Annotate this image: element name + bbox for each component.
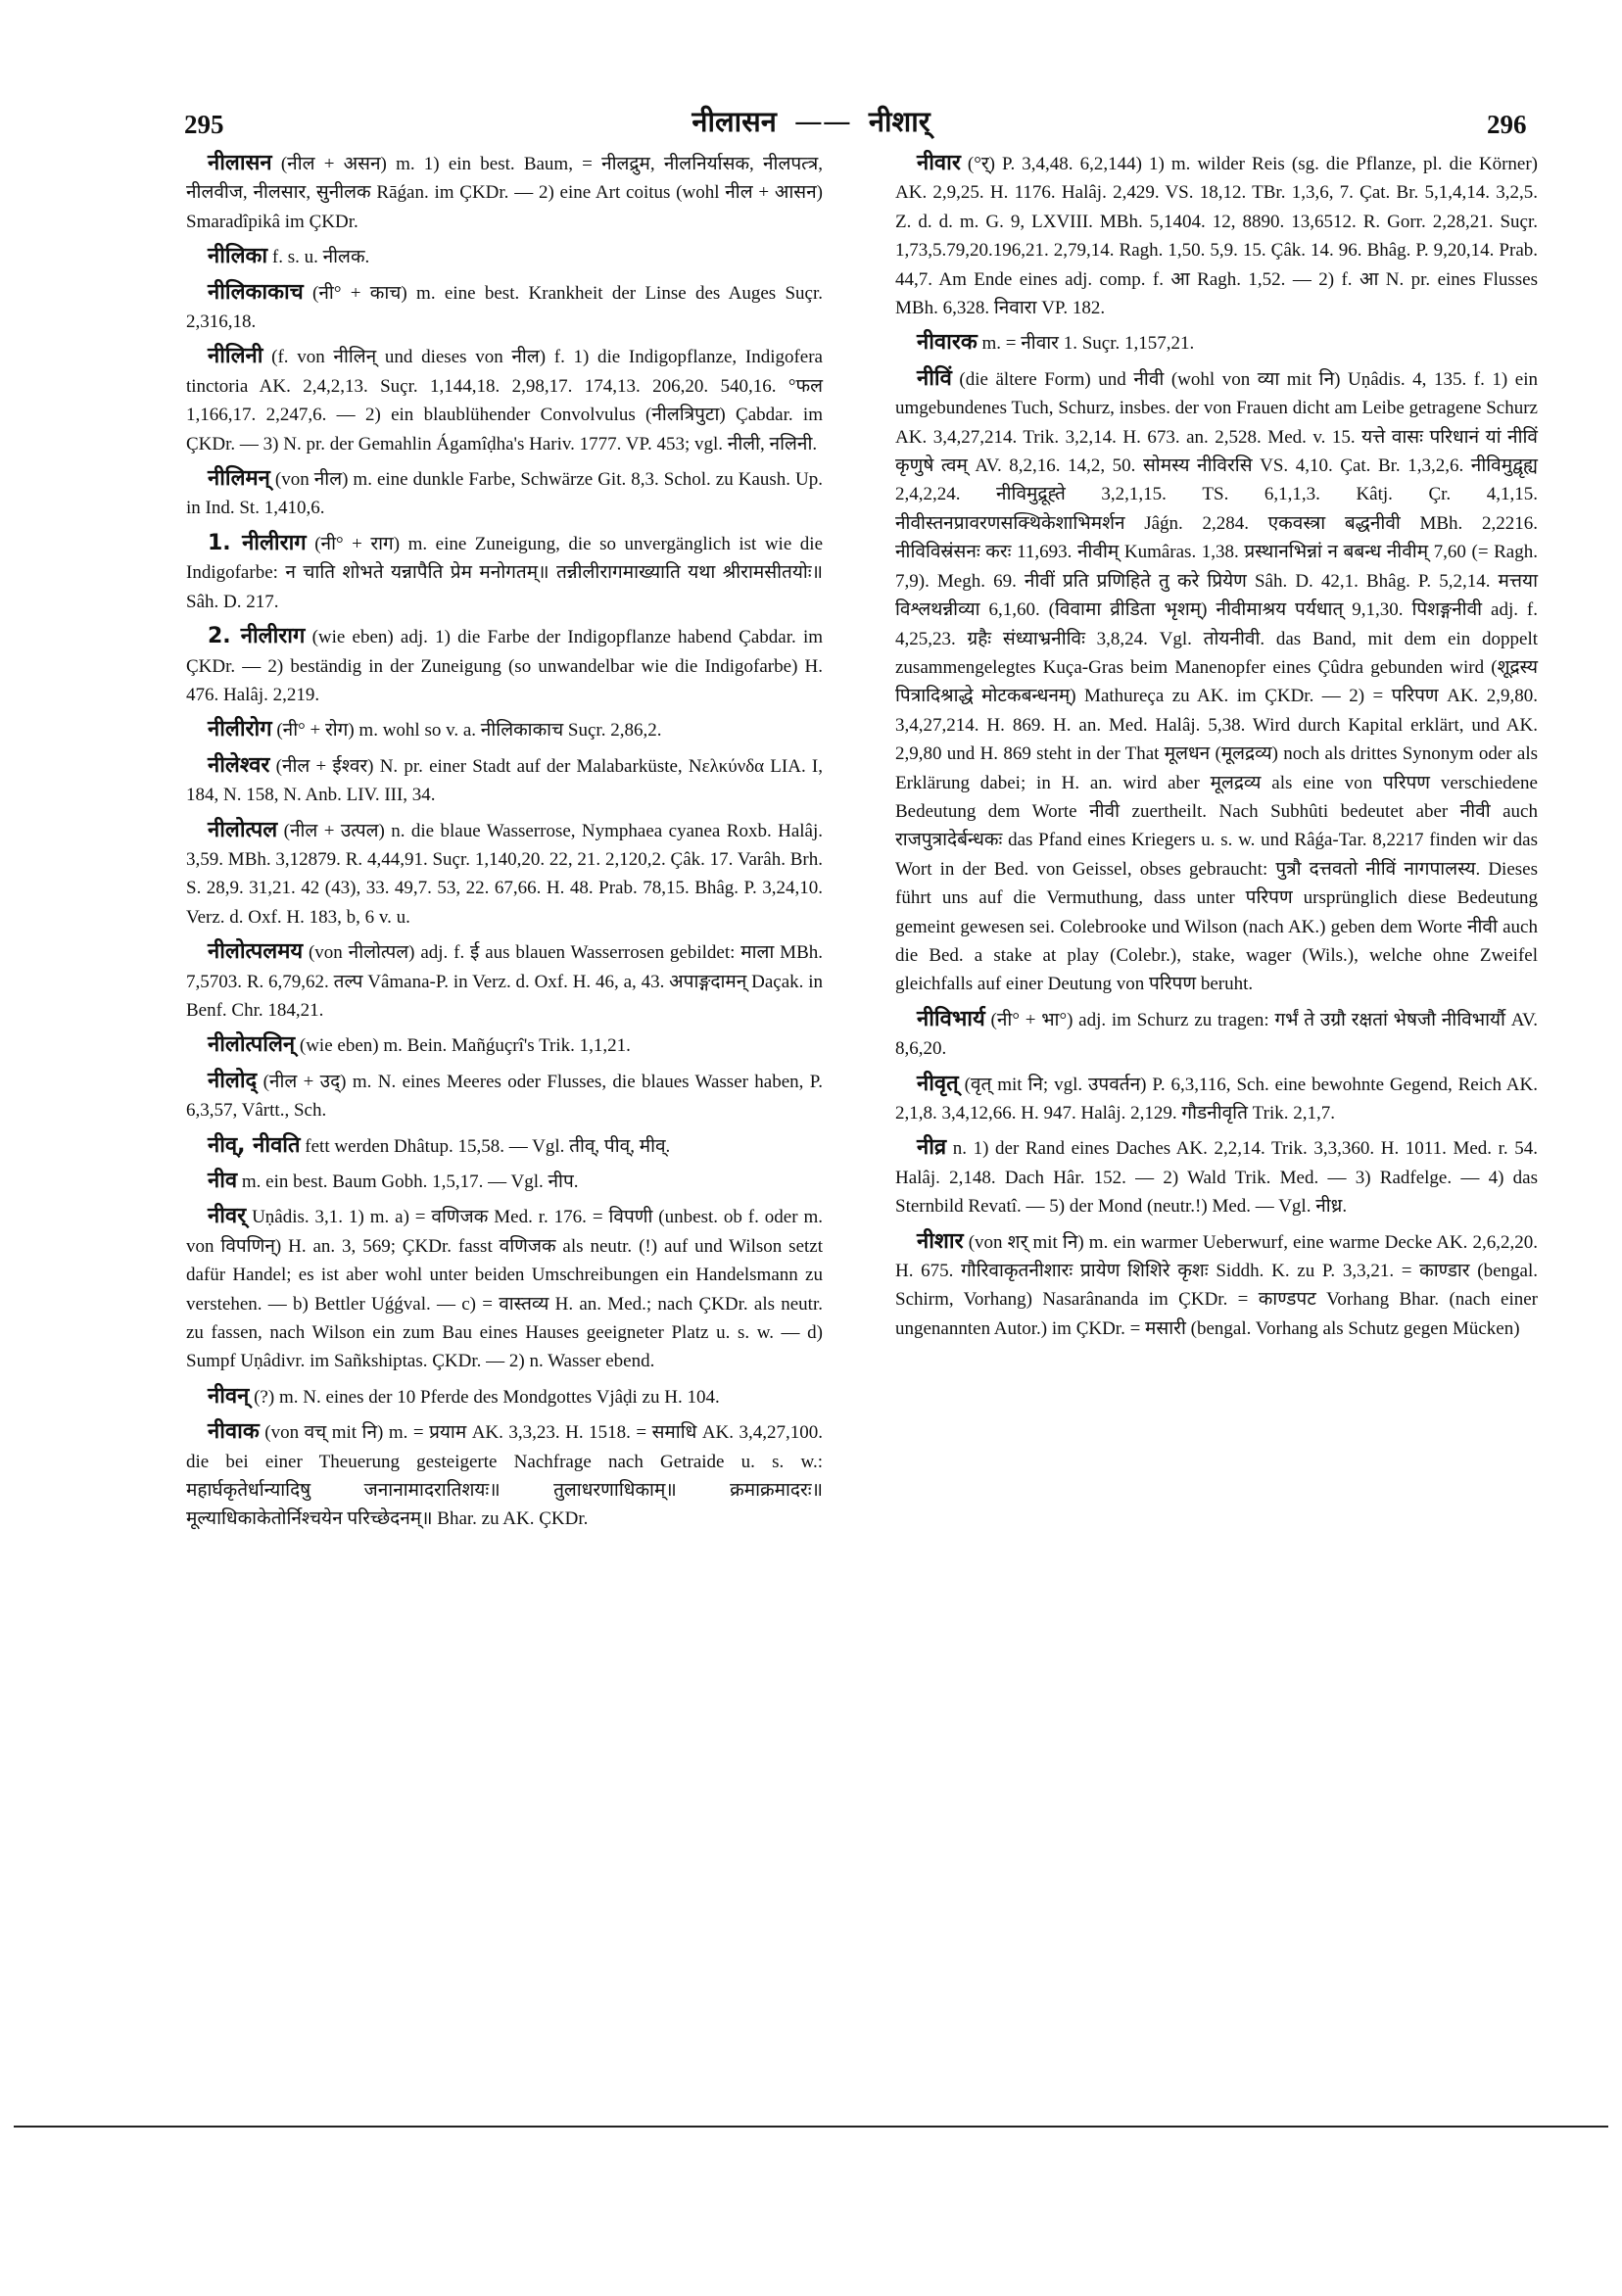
entry-headword: नीलोत्पलिन् [208,1032,296,1058]
dictionary-entry [186,1131,823,1161]
entry-headword: नीलोत्पलमय [208,939,304,965]
entry-text: (von नील) m. eine dunkle Farbe, Schwärze Git. 8,3. Schol. zu Kaush. Up. in Ind. St. 1,410,6. [186,469,823,519]
entry-headword: नीव [208,1169,238,1193]
dictionary-entry [895,328,1538,358]
running-head-last: नीशार् [868,105,930,138]
entry-headword: नीवन् [208,1383,250,1409]
entry-headword: नीवार [917,151,961,175]
entry-text: (नील + असन) m. 1) ein best. Baum, = नीलद्रुम, नीलनिर्यासक, नीलपत्त्र, नीलवीज, नीलसार, सुनीलक Rāǵan. im ÇKDr. — 2) eine Art coitus (wohl नील + आसन) Smaradîpikâ im ÇKDr. [186,154,824,232]
dictionary-entry [895,1133,1538,1220]
entry-text: n. 1) der Rand eines Daches AK. 2,2,14. Trik. 3,3,360. H. 1011. Med. r. 54. Halâj. 2,148. Dach Hâr. 152. — 2) Wald Trik. Med. — 3) Radfelge. — 4) das Sternbild Revatî. — 5) der Mond (neutr.!) Med. — Vgl. नीध्र. [895,1138,1538,1218]
entry-headword: नीवृत् [917,1071,959,1096]
dictionary-entry [895,1070,1538,1128]
entry-text: m. ein best. Baum Gobh. 1,5,17. — Vgl. नीप. [241,1172,579,1192]
dictionary-entry [186,622,823,709]
entry-headword: नीलासन [208,151,272,175]
right-page-number: 296 [1487,110,1527,139]
dictionary-entry [186,1030,823,1060]
entry-headword: 2. नीलीराग [208,624,306,649]
entry-text: (नी° + राग) m. eine Zuneigung, die so unvergänglich ist wie die Indigofarbe: न चाति शोभते यन्नापैति प्रेम मनोगतम्॥ तन्नीलीरागमाख्याति यथा श्रीरामसीतयोः॥ Sâh. D. 217. [186,533,823,612]
dictionary-entry [895,364,1538,999]
right-column [895,149,1538,1349]
dictionary-entry [186,242,823,271]
entry-headword: नीव्र [917,1135,947,1161]
entry-headword: नीविभार्य [917,1006,985,1031]
entry-text: (von नीलोत्पल) adj. f. ई aus blauen Wasserrosen gebildet: माला MBh. 7,5703. R. 6,79,62. तल्प Vâmana-P. in Verz. d. Oxf. H. 46, a, 43. अपाङ्गदामन् Daçak. in Benf. Chr. 184,21. [186,942,823,1021]
entry-headword: नीलोद् [208,1068,258,1093]
entry-headword: नीविं [917,365,952,391]
running-head [0,102,1622,140]
entry-text: (die ältere Form) und नीवी (wohl von व्या mit नि) Uṇâdis. 4, 135. f. 1) ein umgebundenes Tuch, Schurz, insbes. der von Frauen dicht am Leibe getragene Schurz AK. 3,4,27,214. Trik. 3,2,14. H. 673. an. 2,528. Med. v. 15. यत्ते वासः परिधानं यां नीविं कृणुषे त्वम् AV. 8,2,16. 14,2, 50. सोमस्य नीविरसि VS. 4,10. Çat. Br. 1,3,2,6. नीविमुद्वृह्य 2,4,2,24. नीविमुद्रूह्ते 3,2,1,15. TS. 6,1,1,3. Kâtj. Çr. 4,1,15. नीवीस्तनप्रावरणसक्थिकेशाभिमर्शन Jâǵn. 2,284. एकवस्त्रा बद्धनीवी MBh. 2,2216. नीविविस्रंसनः करः 11,693. नीवीम् Kumâras. 1,38. प्रस्थानभिन्नां न बबन्ध नीवीम् 7,60 (= Ragh. 7,9). Megh. 69. नीवीं प्रति प्रणिहिते तु करे प्रियेण Sâh. D. 42,1. Bhâg. P. 5,2,14. मत्तया विश्लथन्नीव्या 6,1,60. (विवामा व्रीडिता भृशम्) नीवीमाश्रय पर्यधात् 9,1,30. पिशङ्गनीवी adj. f. 4,25,23. ग्रहैः संध्याभ्रनीविः 3,8,24. Vgl. तोयनीवी. das Band, mit dem ein doppelt zusammengelegtes Kuça-Gras beim Manenopfer eines Çûdra gebunden wird (शूद्रस्य पित्रादिश्राद्धे मोटकबन्धनम्) Mathureça zu AK. im ÇKDr. — 2) = परिपण AK. 2,9,80. 3,4,27,214. H. 869. H. an. Med. Halâj. 5,38. Wird durch Kapital erklärt, und AK. 2,9,80 und H. 869 steht in der That मूलधन (मूलद्रव्य) noch als drittes Synonym oder als Erklärung dabei; in H. an. wird aber मूलद्रव्य als eine von परिपण verschiedene Bedeutung dem Worte नीवी zuertheilt. Nach Subhûti bedeutet aber नीवी auch राजपुत्रादेर्बन्धकः das Pfand eines Kriegers u. s. w. und Râǵa-Tar. 8,2217 finden wir das Wort in der Bed. von Geissel, obses gebraucht: पुत्रौ दत्तवतो नीविं नागपालस्य. Dieses führt uns auf die Vermuthung, dass unter परिपण ursprünglich diese Bedeutung gemeint gewesen sei. Colebrooke und Wilson (nach AK.) geben dem Worte नीवी auch die Bed. a stake at play (Colebr.), stake, wager (Wils.), welche ohne Zweifel gleichfalls auf einer Deutung von परिपण beruht. [895,368,1539,995]
dictionary-entry [895,1005,1538,1064]
dictionary-entry [186,149,823,236]
dictionary-entry [895,1227,1538,1344]
left-page-number: 295 [184,110,224,139]
entry-text: m. = नीवार 1. Suçr. 1,157,21. [981,333,1195,355]
entry-headword: नीलिका [208,244,268,269]
entry-headword: नीलिनी [208,344,263,369]
dictionary-entry [186,751,823,810]
dictionary-entry [186,529,823,616]
entry-text: (f. von नीलिन् und dieses von नील) f. 1) die Indigopflanze, Indigofera tinctoria AK. 2,4,2,13. Suçr. 1,144,18. 2,98,17. 174,13. 206,20. 540,16. °फल 1,166,17. 2,247,6. — 2) ein blaublühender Convolvulus (नीलत्रिपुटा) Çabdar. im ÇKDr. — 3) N. pr. der Gemahlin Ágamîḍha's Hariv. 1777. VP. 453; vgl. नीली, नलिनी. [186,347,823,454]
entry-text: (वृत् mit नि; vgl. उपवर्तन) P. 6,3,116, Sch. eine bewohnte Gegend, Reich AK. 2,1,8. 3,4,12,66. H. 947. Halâj. 2,129. गौडनीवृति Trik. 2,1,7. [895,1074,1539,1124]
entry-text: (नील + उत्पल) n. die blaue Wasserrose, Nymphaea cyanea Roxb. Halâj. 3,59. MBh. 3,12879. R. 4,44,91. Suçr. 1,140,20. 22, 21. 2,120,2. Çâk. 17. Varâh. Brh. S. 28,9. 31,21. 42 (43), 33. 49,7. 53, 22. 67,66. H. 48. Prab. 78,15. Bhâg. P. 3,24,10. Verz. d. Oxf. H. 183, b, 6 v. u. [186,820,824,928]
running-head-first: नीलासन [692,105,777,138]
entry-headword: नीलोत्पल [208,817,278,842]
entry-headword: नीवाक [208,1419,260,1445]
dictionary-entry [186,1382,823,1411]
entry-headword: नीलिकाकाच [208,279,304,305]
dictionary-entry [186,715,823,744]
dictionary-entry [186,1067,823,1125]
entry-text: (wie eben) adj. 1) die Farbe der Indigopflanze habend Çabdar. im ÇKDr. — 2) beständig in der Zuneigung (so unwandelbar wie die Indigofarbe) H. 476. Halâj. 2,219. [186,627,823,705]
dictionary-entry [186,1417,823,1534]
entry-text: f. s. u. नीलक. [271,247,370,268]
dictionary-entry [186,278,823,337]
entry-headword: नीवर् [208,1204,247,1229]
entry-text: (°र्) P. 3,4,48. 6,2,144) 1) m. wilder Reis (sg. die Pflanze, pl. die Körner) AK. 2,9,25. H. 1176. Halâj. 2,429. VS. 18,12. TBr. 1,3,6, 7. Çat. Br. 5,1,4,14. 3,2,5. Z. d. d. m. G. 9, LXVIII. MBh. 5,1404. 12, 8890. 13,6512. R. Gorr. 2,28,21. Suçr. 1,73,5.79,20.196,21. 2,79,14. Ragh. 1,50. 5,9. 15. Çâk. 14. 96. Bhâg. P. 9,20,14. Prab. 44,7. Am Ende eines adj. comp. f. आ Ragh. 1,52. — 2) f. आ N. pr. eines Flusses MBh. 6,328. निवारा VP. 182. [895,154,1538,319]
left-column [186,149,823,1540]
entry-text: (नी° + रोग) m. wohl so v. a. नीलिकाकाच Suçr. 2,86,2. [276,720,662,741]
entry-text: (von शर् mit नि) m. ein warmer Ueberwurf, eine warme Decke AK. 2,6,2,20. H. 675. गौरिवाकृतनीशारः प्रायेण शिशिरे कृशः Siddh. K. zu P. 3,3,21. = काण्डार (bengal. Schirm, Vorhang) Nasarânanda im ÇKDr. = काण्डपट Vorhang Bhar. (nach einer ungenannten Autor.) im ÇKDr. = मसारी (bengal. Vorhang als Schutz gegen Mücken) [895,1231,1539,1339]
entry-text: (?) m. N. eines der 10 Pferde des Mondgottes Vjâḍi zu H. 104. [254,1386,720,1408]
entry-text: (von वच् mit नि) m. = प्रयाम AK. 3,3,23. H. 1518. = समाधि AK. 3,4,27,100. die bei einer Theuerung gesteigerte Nachfrage nach Getraide u. s. w.: महार्घकृतेर्धान्यादिषु जनानामादरातिशयः॥ तुलाधरणाधिकाम्॥ क्रमाक्रमादरः॥ मूल्याधिकाकेतोर्निश्चयेन परिच्छेदनम्॥ Bhar. zu AK. ÇKDr. [186,1422,824,1530]
dictionary-entry [186,342,823,458]
entry-text: (wie eben) m. Bein. Mañǵuçrî's Trik. 1,1,21. [299,1035,631,1057]
entry-headword: नीलेश्वर [208,752,270,778]
dictionary-entry [186,937,823,1025]
entry-text: fett werden Dhâtup. 15,58. — Vgl. तीव्, पीव्, मीव्. [305,1135,671,1157]
running-head-dash: —— [793,105,851,138]
entry-text: (नी° + काच) m. eine best. Krankheit der Linse des Auges Suçr. 2,316,18. [186,282,824,333]
entry-headword: नीवारक [917,330,978,356]
footer-rule [14,2126,1608,2128]
entry-text: Uṇâdis. 3,1. 1) m. a) = वणिजक Med. r. 176. = विपणी (unbest. ob f. oder m. von विपणिन्) H. an. 3, 569; ÇKDr. fasst वणिजक als neutr. (!) auf und Wilson setzt dafür Handel; es ist aber wohl unter beiden Umschreibungen ein Handelsmann zu verstehen. — b) Bettler Uǵǵval. — c) = वास्तव्य H. an. Med.; nach ÇKDr. als neutr. zu fassen, nach Wilson ein zum Bau eines Hauses geeigneter Platz u. s. w. — d) Sumpf Uṇâdivr. im Sañkshiptas. ÇKDr. — 2) n. Wasser ebend. [186,1207,823,1372]
entry-headword: नीशार [917,1228,964,1254]
entry-headword: नीव्, नीवति [208,1132,301,1158]
dictionary-entry [186,816,823,933]
dictionary-entry [186,464,823,523]
dictionary-entry [186,1202,823,1375]
dictionary-entry [895,149,1538,322]
entry-text: (नी° + भा°) adj. im Schurz zu tragen: गर्भं ते उग्रौ रक्षतां भेषजौ नीविभार्यौ AV. 8,6,20. [895,1009,1538,1060]
entry-headword: नीलिमन् [208,466,270,492]
entry-headword: 1. नीलीराग [208,530,307,555]
entry-text: (नील + उद्) m. N. eines Meeres oder Flusses, die blaues Wasser haben, P. 6,3,57, Vârtt., Sch. [186,1071,823,1122]
entry-text: (नील + ईश्वर) N. pr. einer Stadt auf der Malabarküste, Νελκύνδα LIA. I, 184, N. 158, N. Anb. LIV. III, 34. [186,755,824,806]
entry-headword: नीलीरोग [208,717,272,742]
dictionary-entry [186,1167,823,1196]
